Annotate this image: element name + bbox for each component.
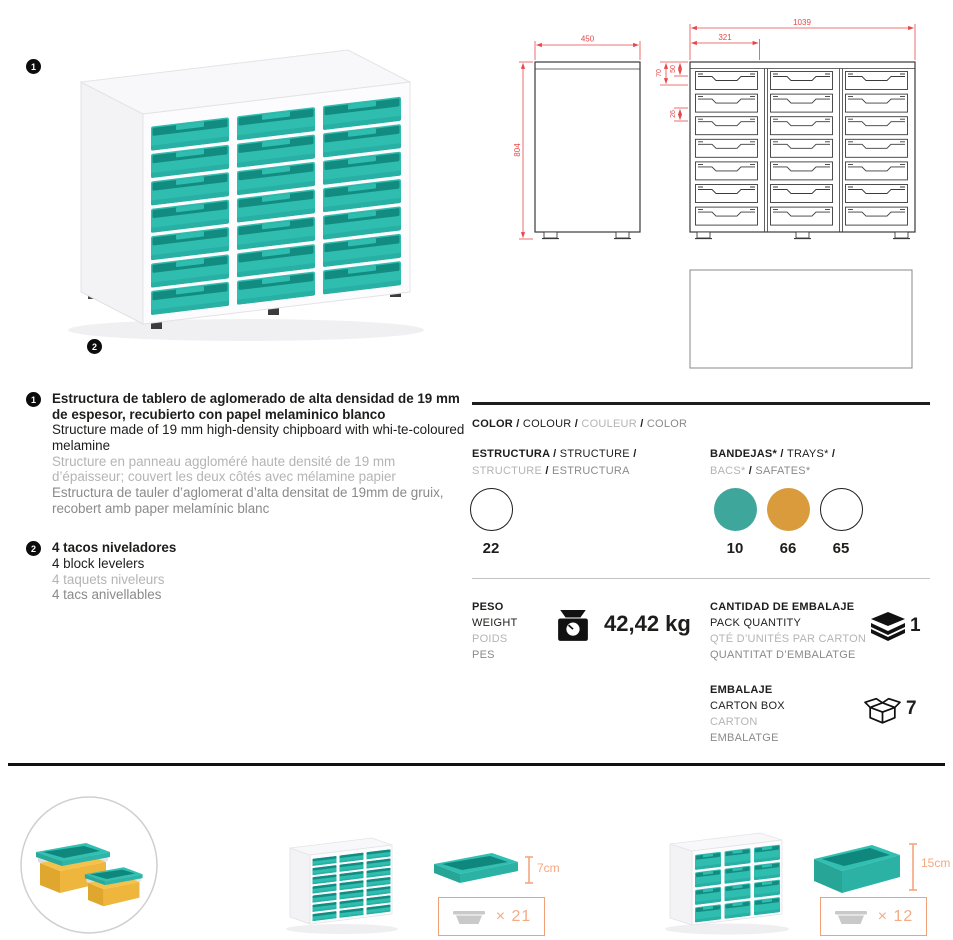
height-bracket-icon: [908, 842, 918, 892]
shallow-cabinet-thumb: [270, 828, 405, 940]
dim-side-width: 450: [580, 34, 595, 44]
tray-swatch-65-code: 65: [832, 540, 850, 557]
weight-scale-icon: [557, 610, 589, 644]
deep-tray-thumb: [806, 831, 911, 903]
front-view-drawing: [690, 62, 915, 239]
tray-swatch-65-dot: [820, 488, 863, 531]
shallow-tray-height-label: [524, 855, 560, 885]
photo-tray-grid: [151, 97, 401, 315]
tray-swatch-10: [712, 488, 758, 557]
carton-box-value: 7: [906, 698, 917, 719]
tray-swatch-65: [818, 488, 864, 557]
note-1-marker: [26, 392, 41, 407]
spec-mid-rule: [472, 578, 930, 579]
top-view-drawing: [690, 270, 912, 368]
shallow-cabinet-tray-grid: [313, 849, 391, 921]
dim-side-height: 804: [513, 143, 522, 157]
tray-swatch-10-dot: [714, 488, 757, 531]
shallow-tray-count-badge: [438, 897, 545, 936]
page-divider-rule: [8, 763, 945, 766]
front-view-tray-grid: [696, 72, 908, 226]
deep-tray-count-value: × 12: [877, 907, 914, 925]
marker-1-number: 1: [30, 61, 36, 72]
pack-quantity-labels: CANTIDAD DE EMBALAJE PACK QUANTITY QTÉ D’UNITÉS PAR CARTON QUANTITAT D’EMBALATGE: [710, 601, 867, 661]
structure-swatches: [468, 488, 514, 557]
tray-swatch-66-dot: [767, 488, 810, 531]
deep-cabinet-thumb: [652, 822, 800, 940]
note-1-number: 1: [30, 394, 36, 405]
dim-front-total-width: 1039: [793, 18, 811, 27]
dim-front-tray-gap: 26: [670, 110, 677, 118]
tray-swatch-10-code: 10: [726, 540, 744, 557]
tray-stack-detail-thumb: [18, 795, 160, 937]
technical-drawings: [498, 12, 953, 384]
structure-swatch-dot: [470, 488, 513, 531]
note-1-text: Estructura de tablero de aglomerado de alta densidad de 19 mm de espesor, recubierto con papel melaminico blanco Structure made of 19 mm high-density chipboard with whi-te-coloured melamine Structure en panneau aggloméré haute densité de 19 mm d’épaisseur; couvert les deux côtés avec mélamine papier Estructura de tauler d’aglomerat d’alta densitat de 19mm de gruix, recobert amb paper melamínic blanc: [52, 391, 465, 516]
structure-swatch-22: [468, 488, 514, 557]
product-photo: [18, 24, 438, 364]
structure-header: ESTRUCTURA / STRUCTURE / STRUCTURE / ESTRUCTURA: [472, 448, 637, 477]
cabinet-photo-illustration: [18, 24, 438, 364]
note-2-marker: [26, 541, 41, 556]
notes-section: [26, 391, 471, 603]
trays-header: BANDEJAS* / TRAYS* / BACS* / SAFATES*: [710, 448, 836, 477]
dim-front-column-width: 321: [718, 33, 732, 42]
tray-glyph-icon: [452, 908, 486, 926]
note-2-number: 2: [30, 543, 36, 554]
spec-top-rule: [472, 402, 930, 405]
tray-glyph-icon: [834, 908, 868, 926]
dim-front-row-pitch: 70: [656, 69, 663, 77]
marker-2-number: 2: [91, 341, 97, 352]
note-2-text: 4 tacos niveladores 4 block levelers 4 taquets niveleurs 4 tacs anivellables: [52, 540, 177, 603]
shallow-tray-count-value: × 21: [495, 907, 532, 925]
side-view-drawing: [535, 62, 640, 239]
callout-marker-1: [26, 59, 41, 74]
note-1: [26, 391, 471, 516]
deep-tray-height-label: [908, 842, 950, 892]
tray-swatch-66: [765, 488, 811, 557]
carton-box-icon: [864, 693, 901, 726]
weight-value: 42,42 kg: [604, 611, 691, 636]
pack-quantity-value: 1: [910, 615, 921, 636]
tray-swatches: [712, 488, 864, 557]
tray-swatch-66-code: 66: [779, 540, 797, 557]
weight-labels: PESO WEIGHT POIDS PES: [472, 601, 518, 661]
height-bracket-icon: [524, 855, 534, 885]
color-section-header: COLOR / COLOUR / COULEUR / COLOR: [472, 418, 688, 430]
carton-box-labels: EMBALAJE CARTON BOX CARTON EMBALATGE: [710, 684, 785, 744]
shallow-tray-height-value: 7cm: [537, 861, 560, 875]
shallow-tray-thumb: [428, 840, 528, 895]
callout-marker-2: [87, 339, 102, 354]
pack-quantity-layers-icon: [871, 612, 905, 642]
deep-tray-height-value: 15cm: [921, 856, 951, 870]
deep-tray-count-badge: [820, 897, 927, 936]
note-2: [26, 540, 471, 603]
dim-front-top-gap: 50: [670, 65, 677, 73]
structure-swatch-code: 22: [482, 540, 500, 557]
